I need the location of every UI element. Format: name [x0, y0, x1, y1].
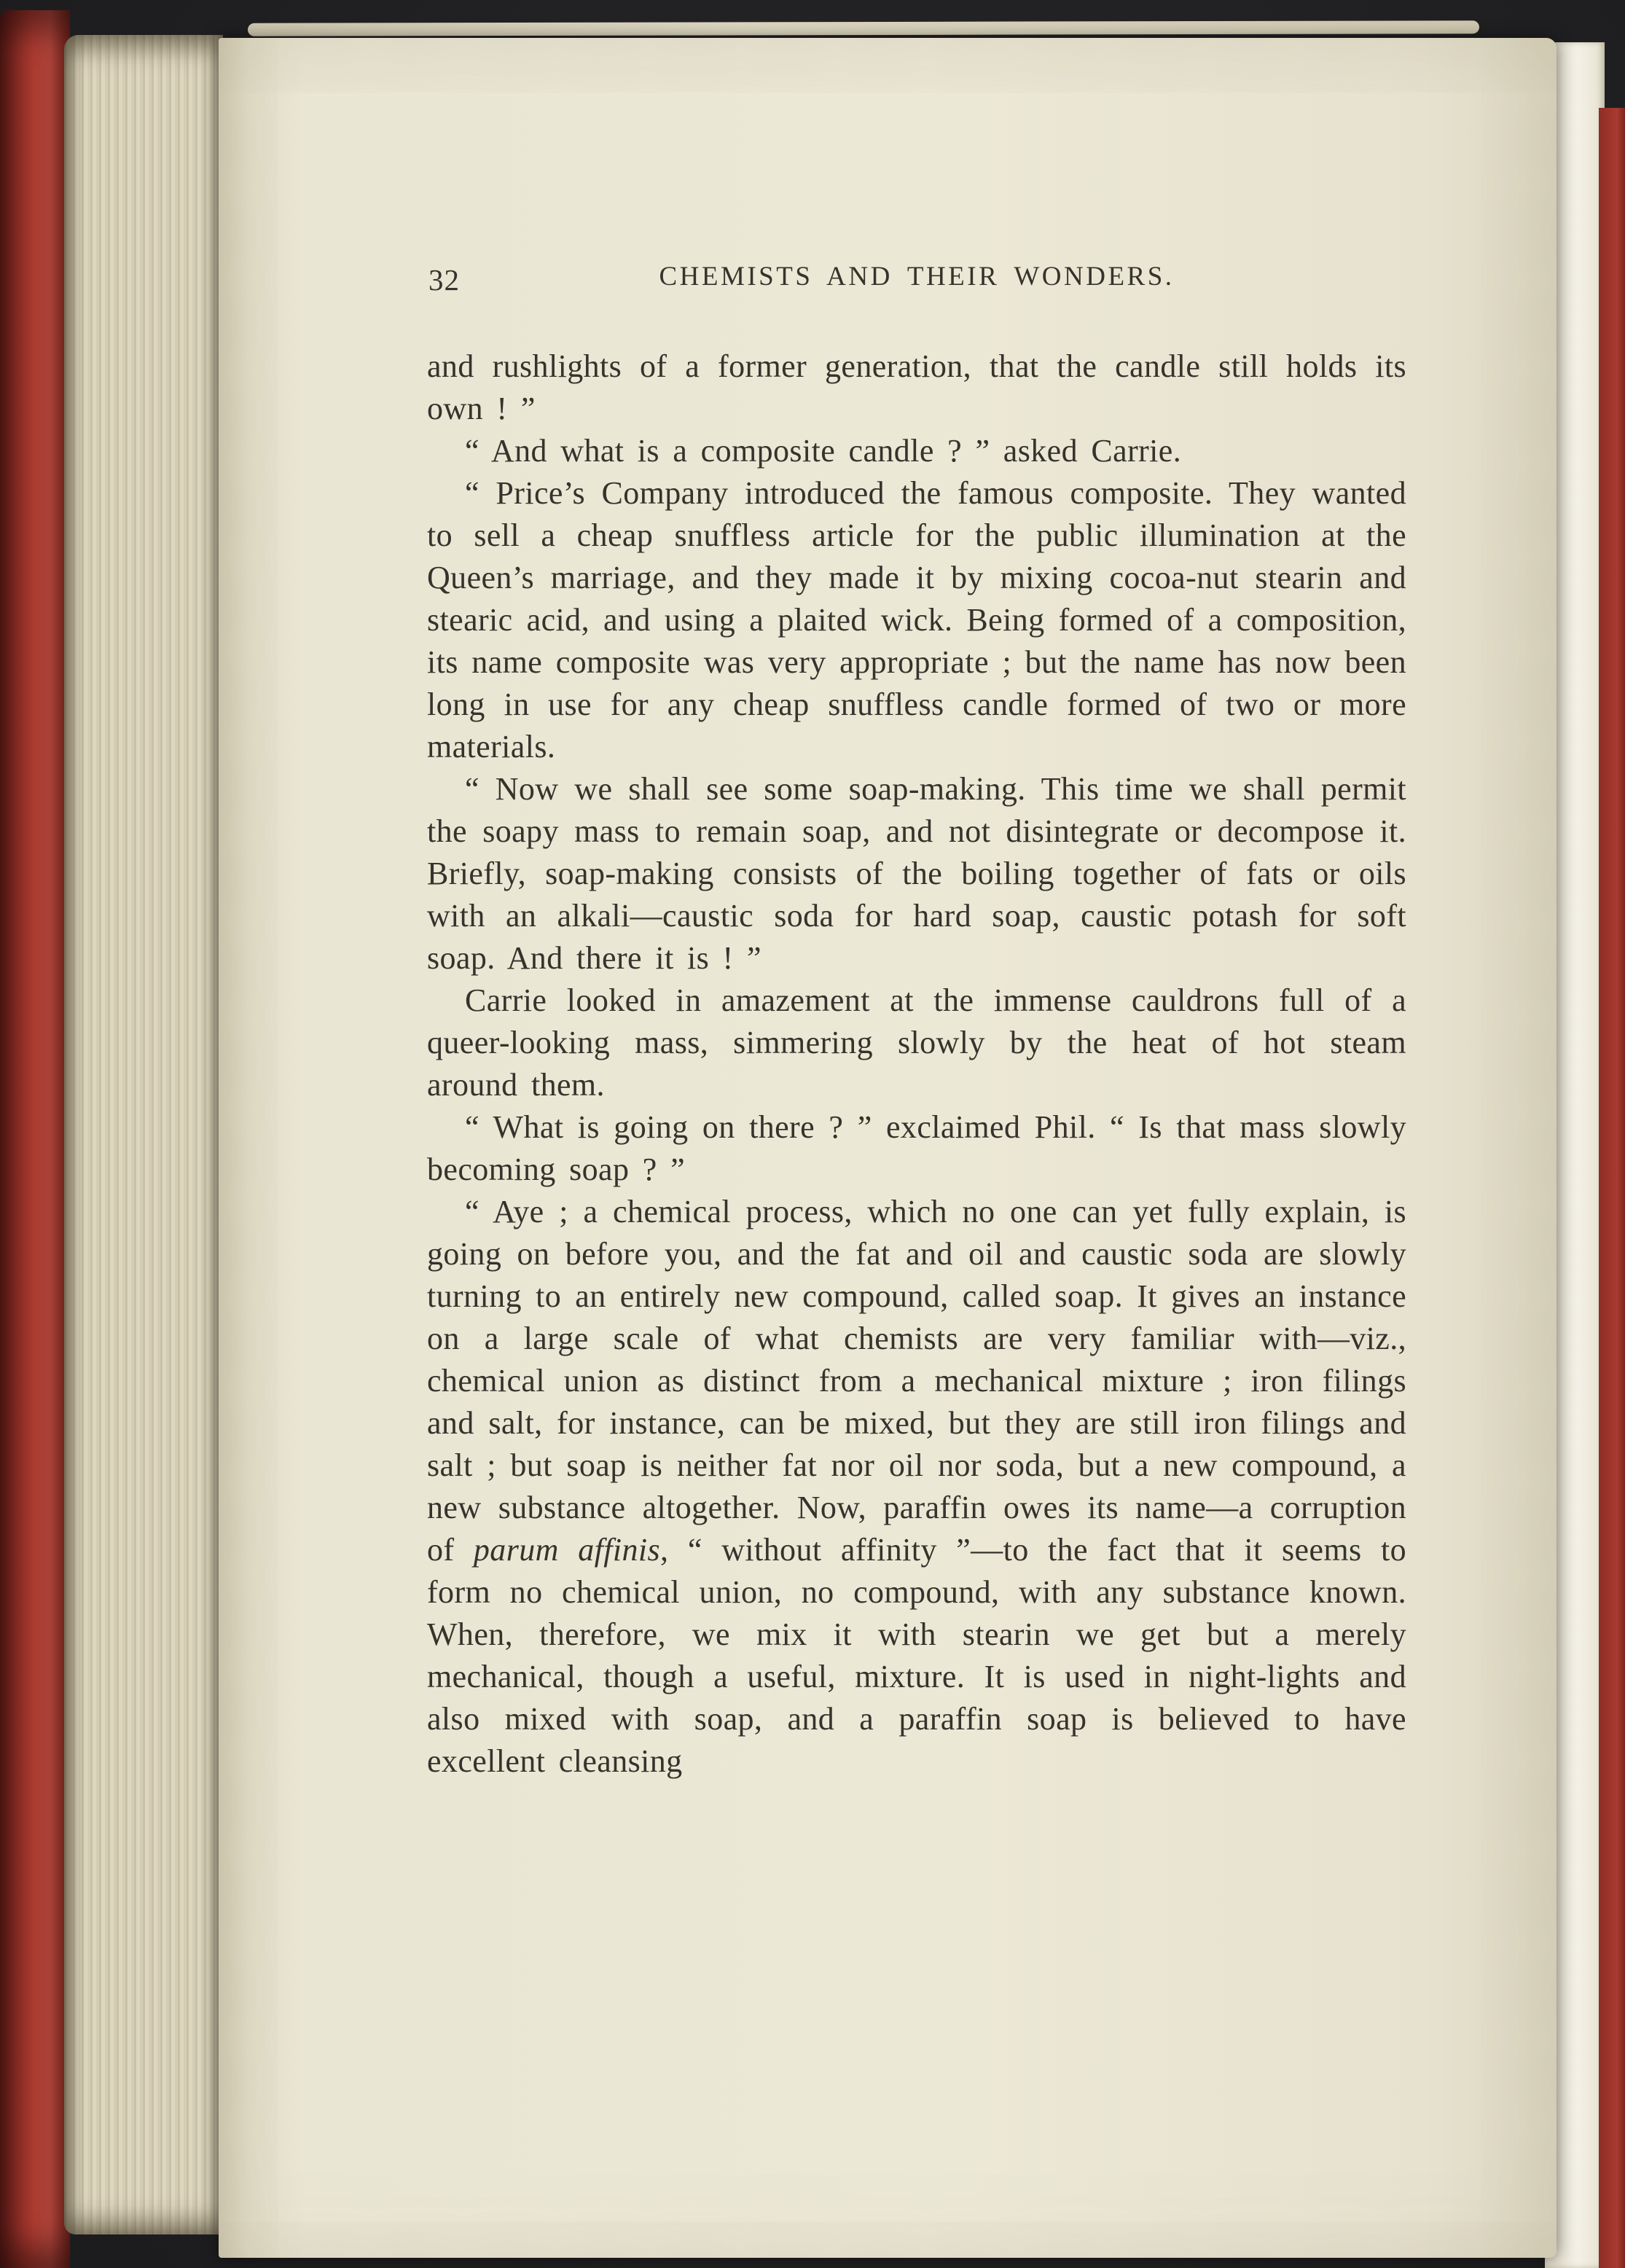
text-run: “ What is going on there ? ” exclaimed Phil. “ Is that mass slowly becoming soap ? ”	[427, 1109, 1406, 1187]
page-text	[427, 345, 1406, 1783]
paragraph	[427, 430, 1406, 472]
book-cover-left	[0, 10, 70, 2268]
page-number: 32	[428, 263, 460, 297]
book-cover-right	[1599, 108, 1625, 2268]
page-top-edge	[248, 20, 1479, 36]
page-content	[219, 38, 1557, 1783]
text-run: and rushlights of a former generation, that the candle still holds its own ! ”	[427, 348, 1406, 426]
text-run: “ And what is a composite candle ? ” asked Carrie.	[465, 433, 1182, 469]
running-header: CHEMISTS AND THEIR WONDERS.	[659, 262, 1175, 292]
text-run: , “ without affinity ”—to the fact that it seems to form no chemical union, no compound, with any substance known. When, therefore, we mix it with stearin we get but a merely mechanical, though a useful, mixture. It is used in night-lights and also mixed with soap, and a paraffin soap is believed to have excellent cleansing	[427, 1532, 1407, 1779]
paragraph	[427, 345, 1406, 430]
paragraph	[427, 768, 1406, 979]
text-run: Carrie looked in amazement at the immense cauldrons full of a queer-looking mass, simmering slowly by the heat of hot steam around them.	[427, 982, 1406, 1103]
paragraph	[427, 979, 1406, 1106]
paragraph	[427, 472, 1406, 768]
page-header	[427, 261, 1406, 299]
page-edges-left	[64, 35, 223, 2234]
text-run: “ Price’s Company introduced the famous composite. They wanted to sell a cheap snuffless article for the public illumination at the Queen’s marriage, and they made it by mixing cocoa-nut stearin and stearic acid, and using a plaited wick. Being formed of a composition, its name composite was very appropriate ; but the name has now been long in use for any cheap snuffless candle formed of two or more materials.	[427, 475, 1406, 765]
paragraph	[427, 1191, 1406, 1783]
text-run: “ Aye ; a chemical process, which no one can yet fully explain, is going on before you, and the fat and oil and caustic soda are slowly turning to an entirely new compound, called soap. It gives an instance on a large scale of what chemists are very familiar with—viz., chemical union as distinct from a mechanical mixture ; iron filings and salt, for instance, can be mixed, but they are still iron filings and salt ; but soap is neither fat nor oil nor soda, but a new compound, a new substance altogether. Now, paraffin owes its name—a corruption of	[427, 1194, 1406, 1568]
latin-phrase: parum affinis	[473, 1532, 661, 1568]
book-page	[219, 38, 1557, 2258]
text-run: “ Now we shall see some soap-making. This time we shall permit the soapy mass to remain soap, and not disintegrate or decompose it. Briefly, soap-making consists of the boiling together of fats or oils with an alkali—caustic soda for hard soap, caustic potash for soft soap. And there it is ! ”	[427, 771, 1406, 976]
paragraph	[427, 1106, 1406, 1191]
